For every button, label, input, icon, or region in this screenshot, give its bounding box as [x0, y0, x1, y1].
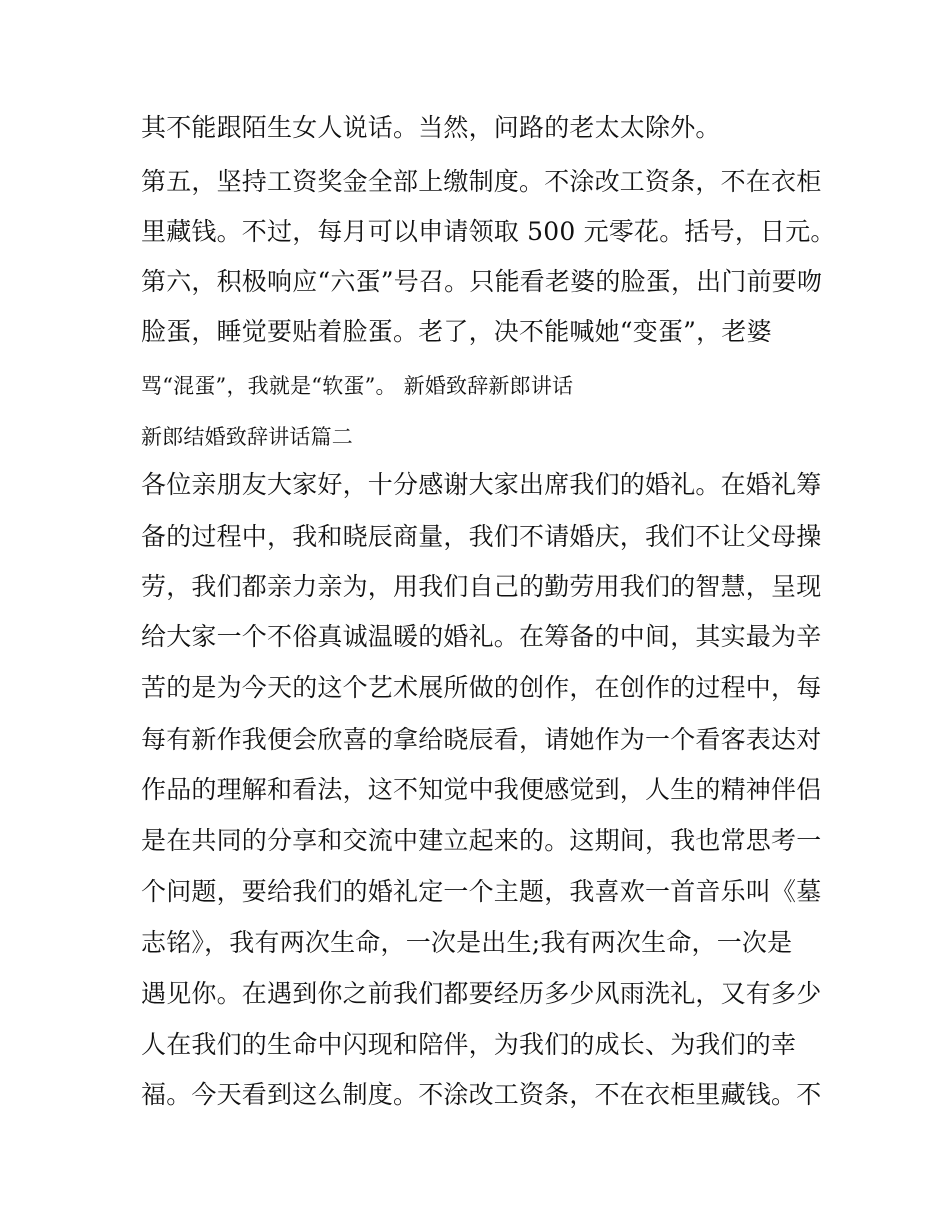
text-line: 人在我们的生命中闪现和陪伴，为我们的成长、为我们的幸	[141, 1030, 797, 1059]
text-line: 个问题，要给我们的婚礼定一个主题，我喜欢一首音乐叫《墓	[141, 877, 822, 906]
text-line: 备的过程中，我和晓辰商量，我们不请婚庆，我们不让父母操	[141, 522, 822, 551]
text-line: 每有新作我便会欣喜的拿给晓辰看，请她作为一个看客表达对	[141, 725, 822, 754]
section-heading: 新郎结婚致辞讲话篇二	[141, 425, 353, 449]
text-line: 第五，坚持工资奖金全部上缴制度。不涂改工资条，不在衣柜	[141, 167, 822, 196]
text-line: 给大家一个不俗真诚温暖的婚礼。在筹备的中间，其实最为辛	[141, 622, 822, 651]
text-line: 志铭》，我有两次生命，一次是出生;我有两次生命，一次是	[141, 928, 793, 957]
text-line: 第六，积极响应“六蛋”号召。只能看老婆的脸蛋，出门前要吻	[141, 267, 823, 296]
text-line: 苦的是为今天的这个艺术展所做的创作，在创作的过程中，每	[141, 673, 822, 702]
text-line: 遇见你。在遇到你之前我们都要经历多少风雨洗礼，又有多少	[141, 979, 822, 1008]
text-line: 作品的理解和看法，这不知觉中我便感觉到，人生的精神伴侣	[141, 775, 822, 804]
text-line: 劳，我们都亲力亲为，用我们自己的勤劳用我们的智慧，呈现	[141, 572, 822, 601]
text-line: 骂“混蛋”，我就是“软蛋”。 新婚致辞新郎讲话	[141, 374, 574, 398]
text-line: 各位亲朋友大家好，十分感谢大家出席我们的婚礼。在婚礼筹	[141, 470, 822, 499]
text-line: 其不能跟陌生女人说话。当然，问路的老太太除外。	[141, 113, 721, 142]
text-line: 是在共同的分享和交流中建立起来的。这期间，我也常思考一	[141, 826, 822, 855]
text-line: 福。今天看到这么制度。不涂改工资条，不在衣柜里藏钱。不	[141, 1080, 822, 1109]
text-line: 里藏钱。不过，每月可以申请领取 500 元零花。括号，日元。	[141, 217, 836, 246]
text-line: 脸蛋，睡觉要贴着脸蛋。老了，决不能喊她“变蛋”，老婆	[141, 317, 772, 346]
